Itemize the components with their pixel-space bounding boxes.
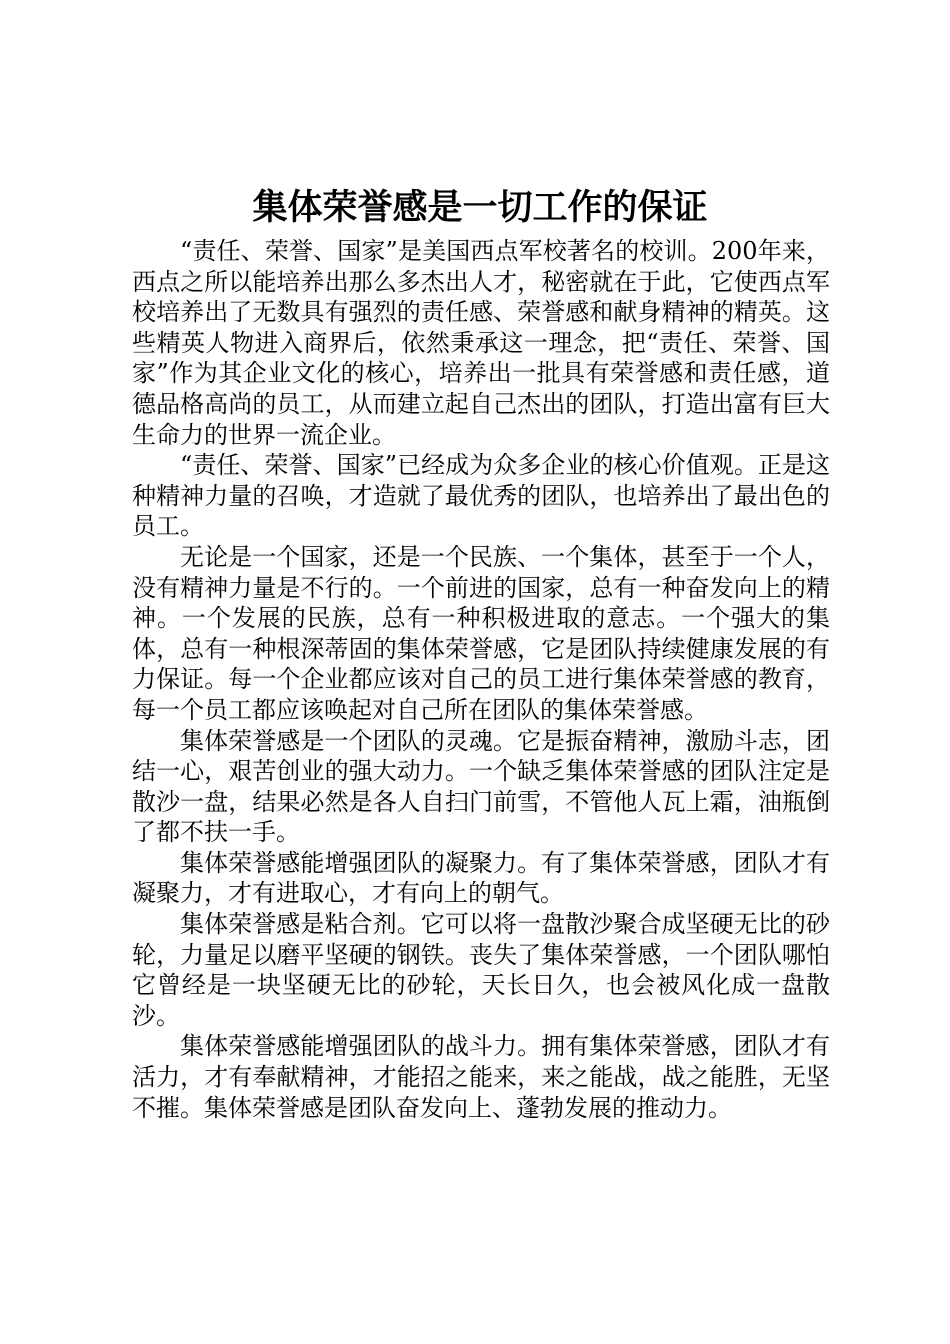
paragraph: 集体荣誉感能增强团队的战斗力。拥有集体荣誉感，团队才有活力，才有奉献精神，才能招之能来，来之能战，战之能胜，无坚不摧。集体荣誉感是团队奋发向上、蓬勃发展的推动力。 (132, 1032, 830, 1122)
paragraph: “责任、荣誉、国家”已经成为众多企业的核心价值观。正是这种精神力量的召唤，才造就了最优秀的团队，也培养出了最出色的员工。 (132, 451, 830, 541)
paragraph: 集体荣誉感能增强团队的凝聚力。有了集体荣誉感，团队才有凝聚力，才有进取心，才有向上的朝气。 (132, 848, 830, 908)
document-body (132, 236, 830, 1123)
paragraph: 无论是一个国家，还是一个民族、一个集体，甚至于一个人，没有精神力量是不行的。一个前进的国家，总有一种奋发向上的精神。一个发展的民族，总有一种积极进取的意志。一个强大的集体，总有一种根深蒂固的集体荣誉感，它是团队持续健康发展的有力保证。每一个企业都应该对自己的员工进行集体荣誉感的教育，每一个员工都应该唤起对自己所在团队的集体荣誉感。 (132, 542, 830, 724)
paragraph: 集体荣誉感是粘合剂。它可以将一盘散沙聚合成坚硬无比的砂轮，力量足以磨平坚硬的钢铁。丧失了集体荣誉感，一个团队哪怕它曾经是一块坚硬无比的砂轮，天长日久，也会被风化成一盘散沙。 (132, 910, 830, 1030)
document-title: 集体荣誉感是一切工作的保证 (252, 187, 708, 228)
paragraph: 集体荣誉感是一个团队的灵魂。它是振奋精神，激励斗志，团结一心，艰苦创业的强大动力。一个缺乏集体荣誉感的团队注定是散沙一盘，结果必然是各人自扫门前雪，不管他人瓦上霜，油瓶倒了都不扶一手。 (132, 726, 830, 847)
paragraph: “责任、荣誉、国家”是美国西点军校著名的校训。200年来，西点之所以能培养出那么多杰出人才，秘密就在于此，它使西点军校培养出了无数具有强烈的责任感、荣誉感和献身精神的精英。这些精英人物进入商界后，依然秉承这一理念，把“责任、荣誉、国家”作为其企业文化的核心，培养出一批具有荣誉感和责任感，道德品格高尚的员工，从而建立起自己杰出的团队，打造出富有巨大生命力的世界一流企业。 (132, 237, 830, 449)
